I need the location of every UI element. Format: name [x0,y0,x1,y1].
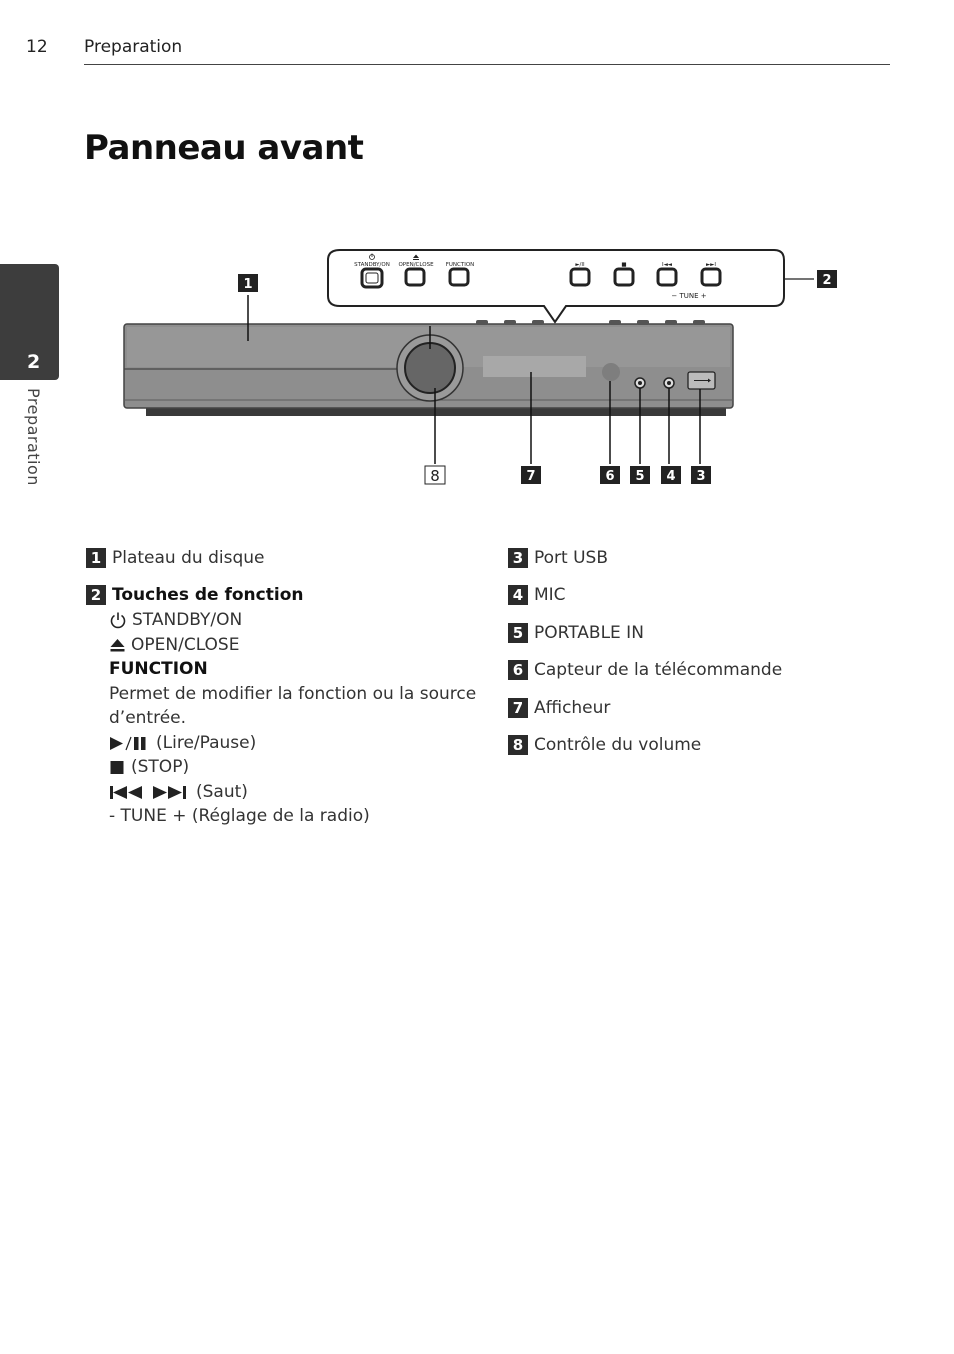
item-portable-in [508,623,644,643]
display-window [483,356,586,377]
label-openclose: OPEN/CLOSE [398,262,434,268]
play-pause-icon [109,735,151,752]
callout-7: 7 [526,469,536,484]
power-icon [109,611,127,629]
standby-button[interactable] [362,269,382,287]
function-desc-line2: d’entrée. [109,708,187,728]
item-mic [508,585,566,605]
item-label: Capteur de la télécommande [534,660,783,680]
item-label: MIC [534,585,566,605]
callout-5: 5 [635,469,645,484]
item-label: Contrôle du volume [534,735,702,755]
item-usb-port [508,548,608,568]
eject-icon [109,637,126,654]
remote-sensor [602,363,620,381]
page-number: 12 [26,37,48,57]
stop-icon [109,759,126,776]
callout-4: 4 [666,469,676,484]
callout-3: 3 [696,469,706,484]
openclose-text: OPEN/CLOSE [131,635,240,655]
chapter-number: 2 [27,351,41,373]
callout-2: 2 [822,273,832,288]
item-number: 8 [508,735,528,755]
standby-desc [109,610,242,630]
item-label: PORTABLE IN [534,623,644,643]
stop-desc [109,757,189,777]
item-display [508,698,610,718]
label-next: ►►I [705,262,717,268]
device-body [124,320,733,416]
openclose-desc [109,635,239,655]
standby-text: STANDBY/ON [132,610,243,630]
front-panel-diagram [0,0,954,520]
item-number: 1 [86,548,106,568]
label-stop: ■ [621,262,627,268]
item-label: Afficheur [534,698,611,718]
item-number: 5 [508,623,528,643]
item-number: 6 [508,660,528,680]
item-number: 4 [508,585,528,605]
tune-desc: - TUNE + (Réglage de la radio) [109,806,370,826]
playpause-text: (Lire/Pause) [156,733,257,753]
item-function-keys [86,585,303,605]
next-button[interactable] [702,269,720,285]
item-number: 3 [508,548,528,568]
label-standby: STANDBY/ON [354,262,390,268]
item-remote-sensor [508,660,782,680]
function-button[interactable] [450,269,468,285]
item-label: Plateau du disque [112,548,265,568]
label-playpause: ►/II [575,262,585,268]
skip-desc [109,782,248,802]
callout-1: 1 [243,277,253,292]
volume-knob[interactable] [405,343,455,393]
label-tune: − TUNE + [671,292,707,300]
stop-button[interactable] [615,269,633,285]
item-label: Touches de fonction [112,585,304,605]
chapter-label: Preparation [24,388,43,486]
callout-8: 8 [430,467,440,485]
section-title: Preparation [84,37,183,57]
stop-text: (STOP) [131,757,190,777]
playpause-button[interactable] [571,269,589,285]
function-desc-line1: Permet de modifier la fonction ou la source [109,684,477,704]
item-label: Port USB [534,548,609,568]
item-number: 7 [508,698,528,718]
function-title: FUNCTION [109,659,208,679]
item-disc-tray [86,548,264,568]
prev-button[interactable] [658,269,676,285]
label-function: FUNCTION [445,262,475,268]
item-volume-control [508,735,701,755]
item-number: 2 [86,585,106,605]
label-prev: I◄◄ [661,262,673,268]
skip-text: (Saut) [196,782,248,802]
page-title: Panneau avant [84,128,364,168]
callout-6: 6 [605,469,615,484]
playpause-desc [109,733,256,753]
openclose-button[interactable] [406,269,424,285]
skip-icon [109,784,191,801]
